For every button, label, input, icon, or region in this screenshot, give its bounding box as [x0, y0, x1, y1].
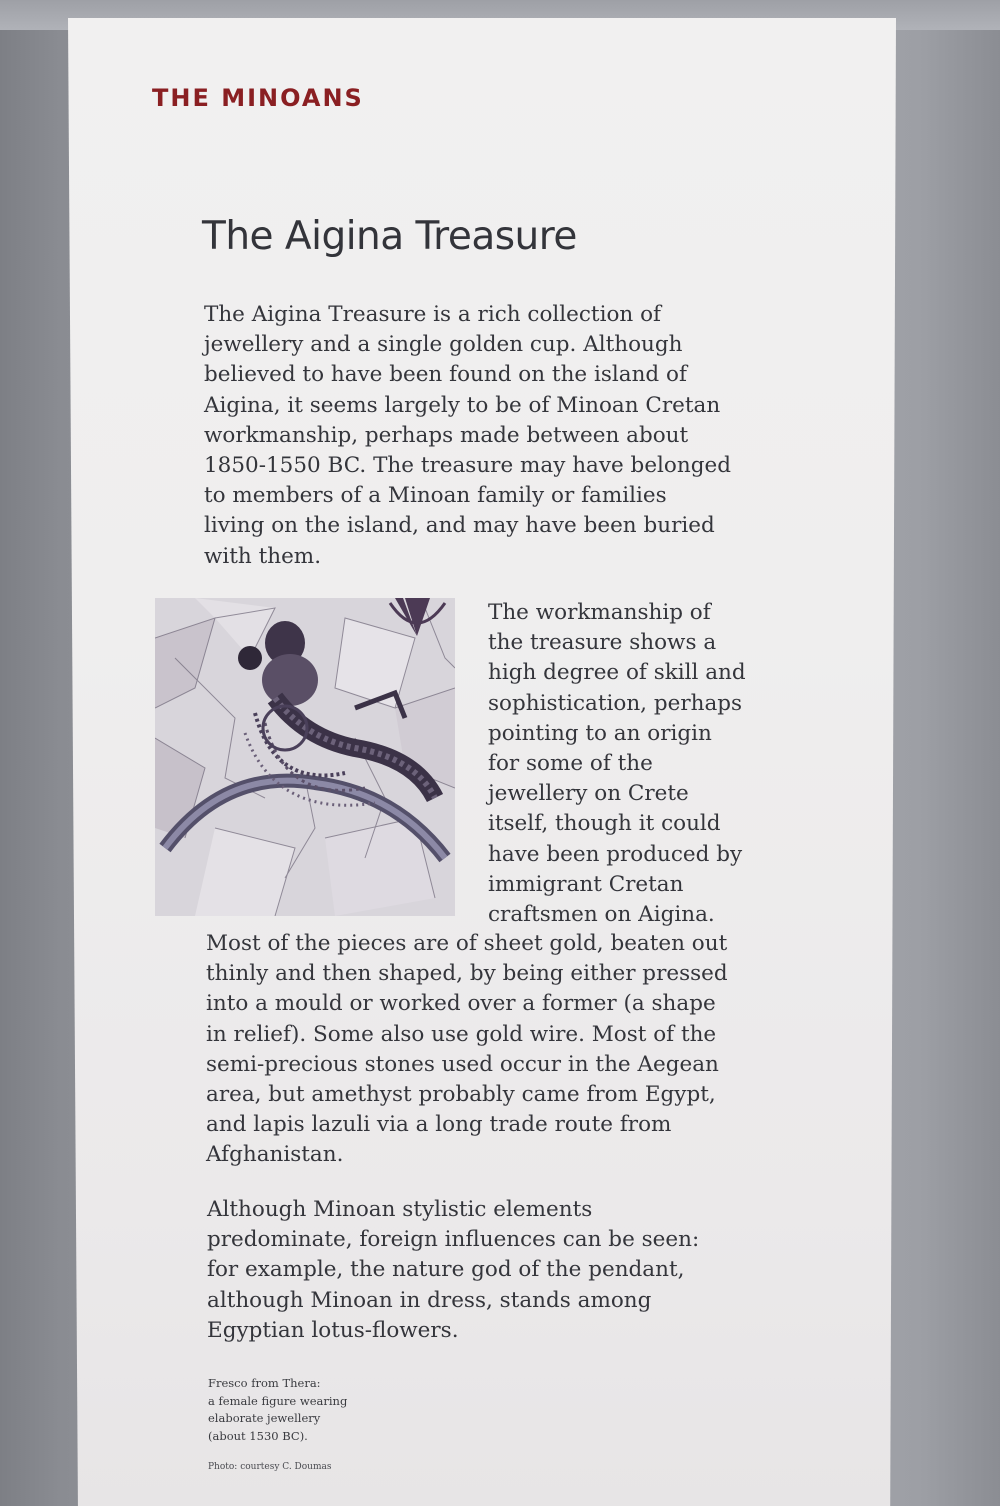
fresco-image — [155, 598, 455, 916]
text-line: believed to have been found on the island of — [204, 362, 687, 388]
text-line: itself, though it could — [488, 811, 721, 837]
image-caption — [208, 1375, 347, 1445]
section-label: THE MINOANS — [152, 84, 364, 112]
paragraph-influences — [207, 1195, 699, 1346]
photo-credit: Photo: courtesy C. Doumas — [208, 1462, 332, 1472]
text-line: predominate, foreign influences can be seen: — [207, 1227, 700, 1253]
text-line: pointing to an origin — [488, 720, 712, 746]
text-line: semi-precious stones used occur in the Aegean — [206, 1051, 719, 1077]
paragraph-intro — [204, 300, 731, 572]
text-line: craftsmen on Aigina. — [488, 902, 715, 928]
text-line: immigrant Cretan — [488, 871, 684, 897]
text-line: Afghanistan. — [206, 1142, 344, 1168]
text-line: area, but amethyst probably came from Egypt, — [206, 1082, 716, 1108]
text-line: sophistication, perhaps — [488, 690, 743, 716]
text-line: Most of the pieces are of sheet gold, beaten out — [206, 931, 728, 956]
text-line: jewellery and a single golden cup. Although — [204, 332, 683, 358]
text-line: and lapis lazuli via a long trade route from — [206, 1112, 672, 1138]
text-line: thinly and then shaped, by being either pressed — [206, 961, 728, 987]
caption-line: Fresco from Thera: — [208, 1376, 321, 1390]
text-line: workmanship, perhaps made between about — [204, 422, 689, 448]
text-line: although Minoan in dress, stands among — [207, 1287, 652, 1313]
paragraph-workmanship — [488, 598, 746, 930]
text-line: 1850-1550 BC. The treasure may have belonged — [204, 453, 731, 479]
text-line: jewellery on Crete — [488, 781, 689, 807]
caption-line: elaborate jewellery — [208, 1411, 321, 1425]
text-line: Although Minoan stylistic elements — [207, 1197, 593, 1222]
text-line: the treasure shows a — [488, 630, 717, 656]
caption-line: a female figure wearing — [208, 1393, 348, 1408]
text-line: into a mould or worked over a former (a shape — [206, 991, 716, 1017]
text-line: living on the island, and may have been buried — [204, 513, 715, 539]
caption-line: (about 1530 BC). — [208, 1428, 308, 1443]
text-line: Aigina, it seems largely to be of Minoan Cretan — [204, 392, 721, 418]
text-line: Egyptian lotus-flowers. — [207, 1317, 459, 1343]
paragraph-materials — [206, 929, 728, 1171]
text-line: to members of a Minoan family or families — [204, 483, 667, 509]
text-line: for example, the nature god of the pendant, — [207, 1257, 685, 1283]
text-line: with them. — [204, 543, 322, 569]
text-line: The Aigina Treasure is a rich collection of — [204, 302, 661, 327]
text-line: have been produced by — [488, 841, 743, 867]
text-line: for some of the — [488, 751, 653, 777]
text-line: high degree of skill and — [488, 660, 746, 686]
text-line: in relief). Some also use gold wire. Most of the — [206, 1021, 717, 1047]
panel-title: The Aigina Treasure — [202, 214, 577, 259]
text-line: The workmanship of — [488, 600, 711, 625]
